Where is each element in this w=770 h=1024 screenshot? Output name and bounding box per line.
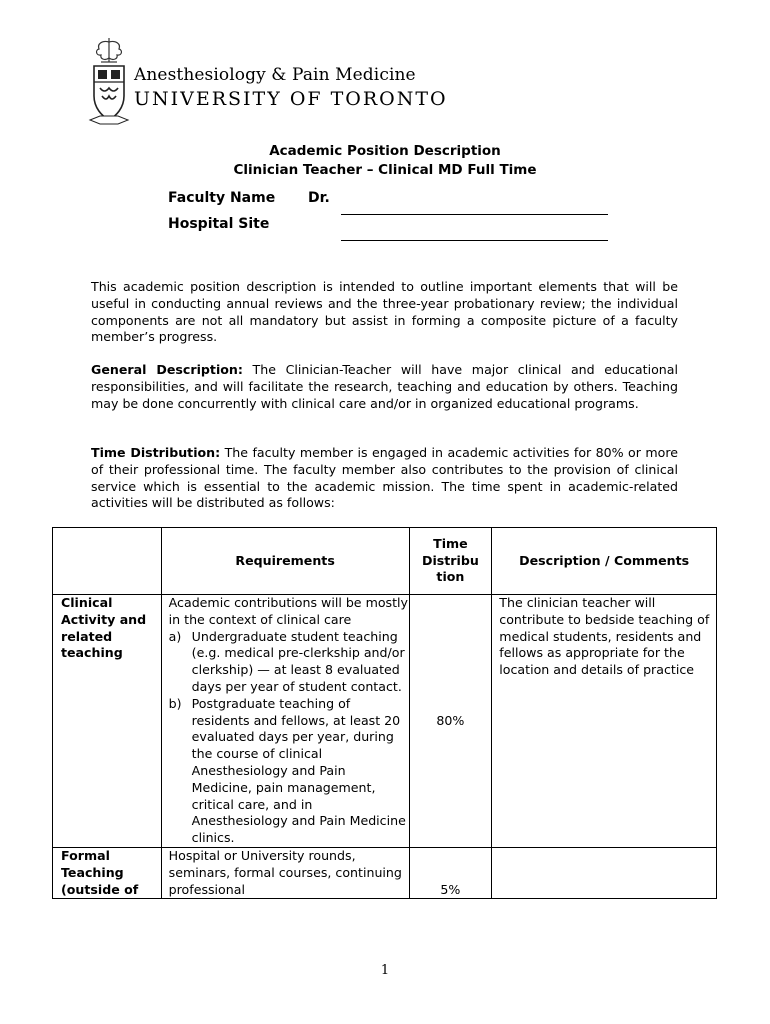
document-title: Academic Position Description (269, 143, 501, 159)
time-distribution-text: The faculty member is engaged in academic activities for 80% or more of their professional time. The faculty member also contributes to the provision of clinical service which is essential to the academic mission. The time spent in academic-related activities will be distributed as follows: (91, 445, 678, 511)
time-distribution-paragraph (91, 445, 678, 512)
row-category: Formal Teaching (outside of (53, 847, 162, 898)
general-description-paragraph (91, 362, 678, 412)
table-row (53, 847, 717, 898)
row-time: 80% (409, 595, 492, 848)
time-distribution-table (52, 527, 717, 899)
table-row (53, 595, 717, 848)
list-item (169, 696, 409, 847)
intro-paragraph: This academic position description is intended to outline important elements that will be useful in conducting annual reviews and the three-year probationary review; the individual components are not all mandatory but assist in forming a composite picture of a faculty member’s progress. (91, 279, 678, 345)
requirements-intro: Academic contributions will be mostly in the context of clinical care (168, 595, 408, 627)
table-header-row (53, 528, 717, 595)
university-crest-icon (88, 36, 130, 128)
faculty-name-prefix: Dr. (308, 190, 330, 206)
hospital-site-label: Hospital Site (168, 216, 270, 232)
document-subtitle: Clinician Teacher – Clinical MD Full Time (233, 162, 537, 178)
department-name: Anesthesiology & Pain Medicine (134, 65, 416, 85)
faculty-name-field[interactable] (341, 214, 608, 215)
table-header-cell: Requirements (161, 528, 409, 595)
row-description: The clinician teacher will contribute to bedside teaching of medical students, residents and fellows as appropriate for the location and details of practice (492, 595, 717, 848)
general-description-label: General Description: (91, 362, 243, 377)
list-item (169, 629, 409, 696)
table-header-cell: Time Distribu tion (409, 528, 492, 595)
list-item-text: Undergraduate student teaching (e.g. medical pre-clerkship and/or clerkship) — at least 8 evaluated days per year of student contact. (191, 628, 405, 694)
list-item-text: Postgraduate teaching of residents and fellows, at least 20 evaluated days per year, during the course of clinical Anesthesiology and Pain Medicine, pain management, critical care, and in Anesthesiology and Pain Medicine clinics. (191, 695, 406, 846)
time-distribution-label: Time Distribution: (91, 445, 221, 460)
row-time: 5% (409, 847, 492, 898)
requirements-intro: Hospital or University rounds, seminars, formal courses, continuing professional (168, 847, 402, 897)
hospital-site-field[interactable] (341, 240, 608, 241)
list-marker: a) (168, 628, 182, 644)
row-requirements (161, 847, 409, 898)
university-name: UNIVERSITY OF TORONTO (134, 88, 448, 110)
table-header-cell: Description / Comments (492, 528, 717, 595)
table-header-cell (53, 528, 162, 595)
row-requirements (161, 595, 409, 848)
general-description-text: The Clinician-Teacher will have major clinical and educational responsibilities, and will facilitate the research, teaching and education by others. Teaching may be done concurrently with clinical care and/or in organized educational programs. (91, 362, 678, 411)
department-logo (88, 36, 488, 128)
faculty-name-label: Faculty Name (168, 190, 276, 206)
row-category: Clinical Activity and related teaching (53, 595, 162, 848)
row-description (492, 847, 717, 898)
page-number: 1 (380, 963, 390, 978)
list-marker: b) (168, 695, 182, 711)
